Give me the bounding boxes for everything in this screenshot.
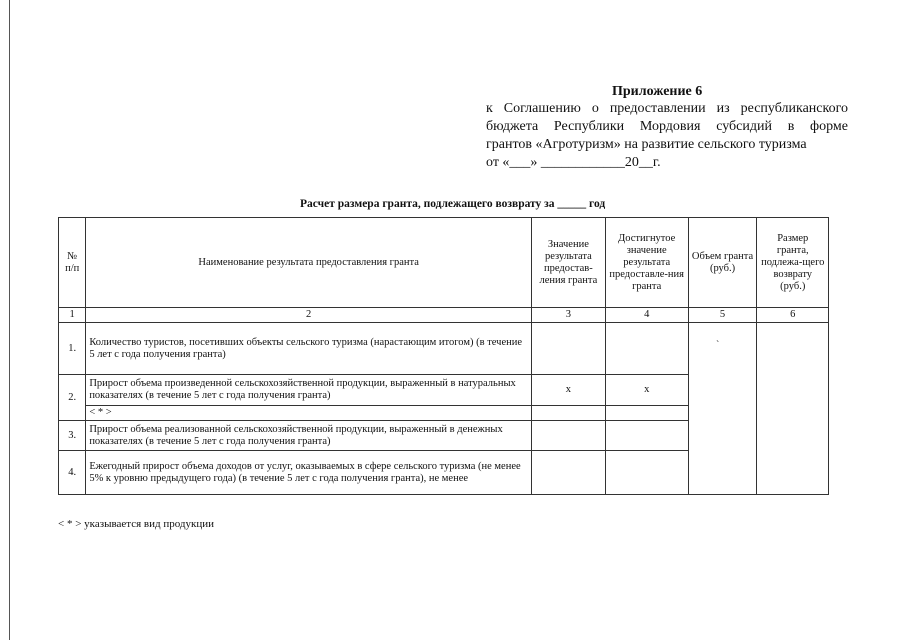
- header-refund: Размер гранта, подлежа-щего возврату (руб.): [757, 218, 829, 308]
- appendix-line-2: бюджета Республики Мордовия субсидий в форме: [486, 119, 848, 134]
- grant-refund-table: [58, 217, 829, 495]
- row-num: 4.: [59, 451, 86, 495]
- row-value: [531, 451, 605, 495]
- footnote: < * > указывается вид продукции: [58, 518, 214, 530]
- row-name: Прирост объема произведенной сельскохозяйственной продукции, выраженный в натуральных показателях (в течение 5 лет с года получения гранта): [86, 375, 532, 406]
- stray-mark: `: [716, 340, 720, 351]
- row-name: Прирост объема реализованной сельскохозяйственной продукции, выраженный в денежных показателях (в течение 5 лет с года получения гранта): [86, 421, 532, 451]
- merged-refund-cell: [757, 323, 829, 495]
- colnum-1: 1: [59, 308, 86, 323]
- row-name: < * >: [86, 406, 532, 421]
- row-num: 2.: [59, 375, 86, 421]
- row-achieved: [605, 451, 688, 495]
- row-achieved: x: [605, 375, 688, 406]
- colnum-5: 5: [688, 308, 757, 323]
- header-num: № п/п: [59, 218, 86, 308]
- row-value: [531, 406, 605, 421]
- row-achieved: [605, 323, 688, 375]
- row-value: [531, 323, 605, 375]
- row-num: 1.: [59, 323, 86, 375]
- colnum-4: 4: [605, 308, 688, 323]
- appendix-line-4: от «___» ____________20__г.: [486, 155, 661, 170]
- row-name: Ежегодный прирост объема доходов от услуг, оказываемых в сфере сельского туризма (не менее 5% к уровню предыдущего года) (в течение 5 лет с года получения гранта), не менее: [86, 451, 532, 495]
- appendix-title: Приложение 6: [612, 84, 703, 99]
- colnum-6: 6: [757, 308, 829, 323]
- column-numbers-row: [59, 308, 829, 323]
- table-row: [59, 323, 829, 375]
- row-value: x: [531, 375, 605, 406]
- row-achieved: [605, 406, 688, 421]
- appendix-reference: [486, 100, 848, 172]
- table-header-row: [59, 218, 829, 308]
- header-name: Наименование результата предоставления гранта: [86, 218, 532, 308]
- appendix-line-1: к Соглашению о предоставлении из республиканского: [486, 101, 848, 116]
- header-volume: Объем гранта (руб.): [688, 218, 757, 308]
- merged-volume-cell: [688, 323, 757, 495]
- colnum-3: 3: [531, 308, 605, 323]
- appendix-line-3: грантов «Агротуризм» на развитие сельского туризма: [486, 137, 807, 152]
- page-left-border: [9, 0, 10, 640]
- row-achieved: [605, 421, 688, 451]
- header-achieved: Достигнутое значение результата предоставле-ния гранта: [605, 218, 688, 308]
- row-num: 3.: [59, 421, 86, 451]
- row-name: Количество туристов, посетивших объекты сельского туризма (нарастающим итогом) (в течение 5 лет с года получения гранта): [86, 323, 532, 375]
- header-value: Значение результата предостав-ления гранта: [531, 218, 605, 308]
- document-title: Расчет размера гранта, подлежащего возврату за _____ год: [300, 198, 606, 210]
- colnum-2: 2: [86, 308, 532, 323]
- row-value: [531, 421, 605, 451]
